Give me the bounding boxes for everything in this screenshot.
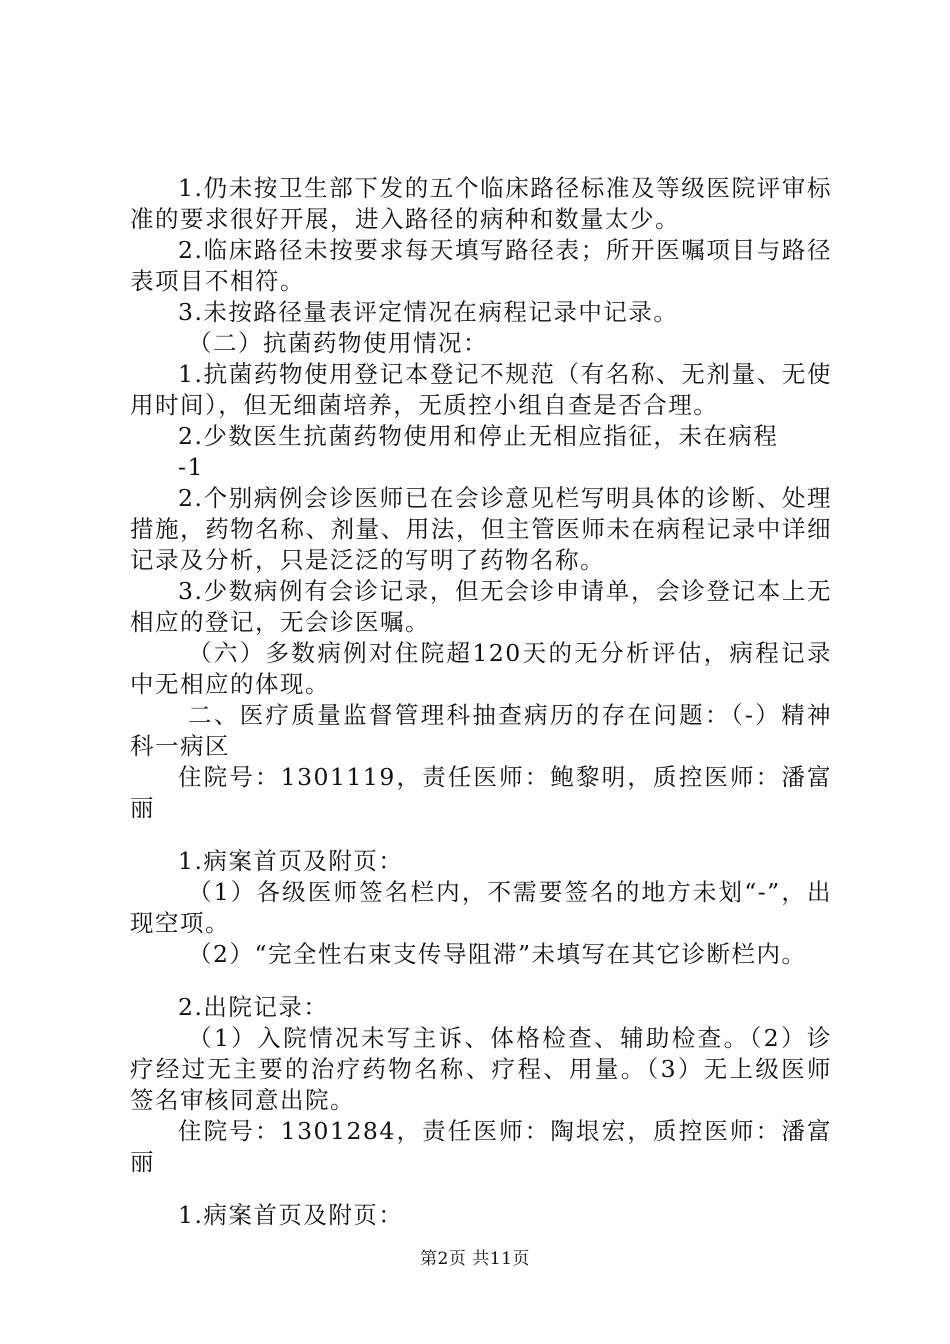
section-heading: （二）抗菌药物使用情况： (188, 329, 488, 357)
paragraph: 1.抗菌药物使用登记本登记不规范（有名称、无剂量、无使用时间），但无细菌培养，无质控小组自查是否合理。 (130, 360, 832, 419)
record-info: 住院号：1301119，责任医师：鲍黎明，质控医师：潘富丽 (130, 763, 832, 822)
paragraph: （六）多数病例对住院超120天的无分析评估，病程记录中无相应的体现。 (130, 639, 832, 698)
paragraph: （1）入院情况未写主诉、体格检查、辅助检查。（2）诊疗经过无主要的治疗药物名称、疗程、用量。（3）无上级医师签名审核同意出院。 (130, 1024, 832, 1114)
paragraph: （1）各级医师签名栏内，不需要签名的地方未划“-”，出现空项。 (130, 878, 832, 937)
page-footer: 第2页 共11页 (420, 1249, 530, 1269)
subheading: 1.病案首页及附页： (178, 847, 404, 875)
paragraph: （2）“完全性右束支传导阻滞”未填写在其它诊断栏内。 (188, 940, 807, 968)
page-marker: -1 (178, 453, 204, 481)
paragraph: 3.少数病例有会诊记录，但无会诊申请单，会诊登记本上无相应的登记，无会诊医嘱。 (130, 577, 832, 636)
subheading: 2.出院记录： (178, 993, 329, 1021)
paragraph: 2.临床路径未按要求每天填写路径表；所开医嘱项目与路径表项目不相符。 (130, 236, 832, 295)
paragraph: 3.未按路径量表评定情况在病程记录中记录。 (178, 298, 679, 326)
paragraph: 1.仍未按卫生部下发的五个临床路径标准及等级医院评审标准的要求很好开展，进入路径的病种和数量太少。 (130, 174, 832, 233)
document-body (130, 173, 832, 1231)
paragraph: 2.个别病例会诊医师已在会诊意见栏写明具体的诊断、处理措施，药物名称、剂量、用法，但主管医师未在病程记录中详细记录及分析，只是泛泛的写明了药物名称。 (130, 484, 832, 574)
record-info: 住院号：1301284，责任医师：陶垠宏，质控医师：潘富丽 (130, 1117, 832, 1176)
paragraph: 2.少数医生抗菌药物使用和停止无相应指征，未在病程 (178, 422, 779, 450)
section-heading: 二、医疗质量监督管理科抽查病历的存在问题：（-）精神科一病区 (130, 701, 832, 760)
subheading: 1.病案首页及附页： (178, 1201, 404, 1229)
